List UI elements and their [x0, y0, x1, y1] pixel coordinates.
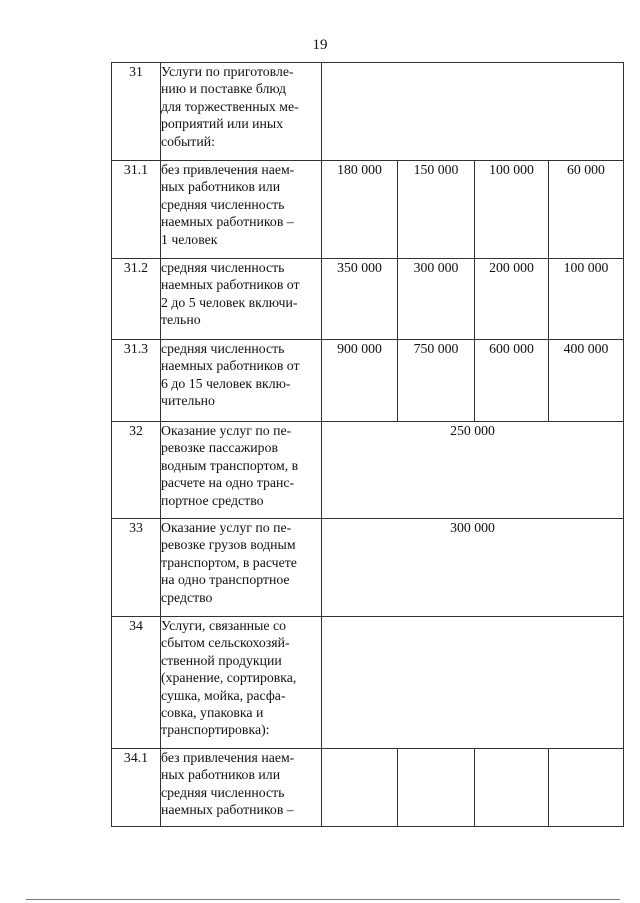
description-line: сбытом сельскохозяй- [161, 635, 290, 651]
description-line: ных работников или [161, 767, 281, 783]
row-number: 33 [112, 519, 161, 617]
rate-value [549, 749, 624, 827]
rate-value: 150 000 [398, 161, 475, 259]
description-line: 6 до 15 человек вклю- [161, 375, 291, 391]
row-description [161, 259, 322, 340]
rate-value: 300 000 [398, 259, 475, 340]
description-line: 1 человек [161, 231, 218, 247]
description-line: (хранение, сортировка, [161, 670, 297, 686]
rate-value: 60 000 [549, 161, 624, 259]
rate-value: 300 000 [322, 519, 624, 617]
rate-value: 900 000 [322, 340, 398, 422]
rate-value: 250 000 [322, 422, 624, 519]
row-number: 34.1 [112, 749, 161, 827]
table-row-33 [112, 519, 624, 617]
description-line: чительно [161, 393, 215, 409]
row-description [161, 340, 322, 422]
row-number: 31.2 [112, 259, 161, 340]
description-line: 2 до 5 человек включи- [161, 294, 298, 310]
description-line: портное средство [161, 492, 264, 508]
description-line: наемных работников от [161, 277, 300, 293]
row-description [161, 63, 322, 161]
description-line: ревозке пассажиров [161, 440, 278, 456]
description-line: наемных работников – [161, 802, 294, 818]
row-description [161, 617, 322, 749]
description-line: Оказание услуг по пе- [161, 423, 292, 438]
row-number: 31 [112, 63, 161, 161]
description-line: событий: [161, 133, 215, 149]
row-description [161, 519, 322, 617]
footer-divider [26, 899, 620, 900]
description-line: без привлечения наем- [161, 750, 295, 765]
rate-value [475, 749, 549, 827]
description-line: ревозке грузов водным [161, 537, 296, 553]
description-line: Услуги по приготовле- [161, 64, 294, 79]
description-line: средняя численность [161, 260, 285, 275]
rate-value: 100 000 [475, 161, 549, 259]
rate-value: 100 000 [549, 259, 624, 340]
description-line: средство [161, 589, 213, 605]
description-line: транспортировка): [161, 722, 270, 738]
rate-value: 200 000 [475, 259, 549, 340]
description-line: сушка, мойка, расфа- [161, 687, 286, 703]
description-line: расчете на одно транс- [161, 475, 295, 491]
empty-rate-cell [322, 617, 624, 749]
row-number: 31.3 [112, 340, 161, 422]
page-number: 19 [312, 37, 328, 53]
description-line: Услуги, связанные со [161, 618, 286, 633]
rate-value: 750 000 [398, 340, 475, 422]
table-row-34-1 [112, 749, 624, 827]
description-line: тельно [161, 312, 201, 328]
description-line: для торжественных ме- [161, 98, 299, 114]
row-number: 34 [112, 617, 161, 749]
description-line: наемных работников – [161, 214, 294, 230]
description-line: средняя численность [161, 341, 285, 356]
rate-value [322, 749, 398, 827]
empty-rate-cell [322, 63, 624, 161]
description-line: роприятий или иных [161, 116, 284, 132]
description-line: без привлечения наем- [161, 162, 295, 177]
rate-value: 350 000 [322, 259, 398, 340]
table-row-31-2 [112, 259, 624, 340]
description-line: транспортом, в расчете [161, 554, 297, 570]
description-line: средняя численность [161, 196, 285, 212]
row-number: 32 [112, 422, 161, 519]
table-row-34 [112, 617, 624, 749]
rate-value: 180 000 [322, 161, 398, 259]
table-row-32 [112, 422, 624, 519]
row-description [161, 161, 322, 259]
description-line: на одно транспортное [161, 572, 290, 588]
tariff-table [111, 62, 624, 827]
description-line: наемных работников от [161, 358, 300, 374]
table-row-31-1 [112, 161, 624, 259]
description-line: ных работников или [161, 179, 281, 195]
table-row-31 [112, 63, 624, 161]
description-line: водным транспортом, в [161, 457, 299, 473]
table-row-31-3 [112, 340, 624, 422]
description-line: совка, упаковка и [161, 705, 264, 721]
rate-value [398, 749, 475, 827]
row-description [161, 749, 322, 827]
description-line: Оказание услуг по пе- [161, 520, 292, 535]
row-number: 31.1 [112, 161, 161, 259]
rate-value: 400 000 [549, 340, 624, 422]
rate-value: 600 000 [475, 340, 549, 422]
description-line: ственной продукции [161, 652, 282, 668]
description-line: нию и поставке блюд [161, 81, 287, 97]
description-line: средняя численность [161, 784, 285, 800]
row-description [161, 422, 322, 519]
